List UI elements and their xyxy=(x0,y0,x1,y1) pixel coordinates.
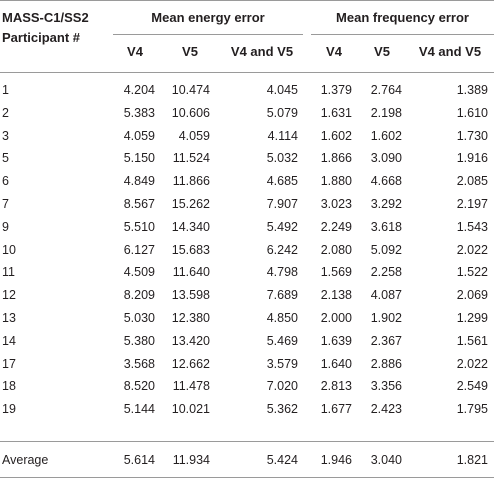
frequency-v5-cell: 1.902 xyxy=(370,311,402,325)
frequency-v4-cell: 1.602 xyxy=(320,129,352,143)
energy-v5-cell: 13.420 xyxy=(171,334,210,348)
col-header-frequency-v4v5: V4 and V5 xyxy=(418,44,482,59)
col-header-energy-v5: V5 xyxy=(182,44,198,59)
participant-cell: 14 xyxy=(2,334,16,348)
frequency-v4v5-cell: 1.561 xyxy=(456,334,488,348)
frequency-v5-cell: 4.668 xyxy=(370,174,402,188)
frequency-v5-cell: 3.356 xyxy=(370,379,402,393)
top-rule xyxy=(0,0,494,1)
energy-v4v5-cell: 3.579 xyxy=(266,357,298,371)
frequency-v4-cell: 2.249 xyxy=(320,220,352,234)
energy-v4v5-cell: 4.798 xyxy=(266,265,298,279)
participant-cell: 9 xyxy=(2,220,9,234)
frequency-v5-cell: 3.090 xyxy=(370,151,402,165)
energy-v4-cell: 8.520 xyxy=(123,379,155,393)
frequency-v4v5-cell: 1.522 xyxy=(456,265,488,279)
energy-v4v5-cell: 6.242 xyxy=(266,243,298,257)
energy-v4-cell: 4.849 xyxy=(123,174,155,188)
frequency-v4-cell: 1.880 xyxy=(320,174,352,188)
frequency-v4-cell: 1.379 xyxy=(320,83,352,97)
frequency-v4-cell: 1.569 xyxy=(320,265,352,279)
energy-v4-cell: 5.030 xyxy=(123,311,155,325)
energy-v4-cell: 3.568 xyxy=(123,357,155,371)
participant-cell: 7 xyxy=(2,197,9,211)
frequency-v5-cell: 2.764 xyxy=(370,83,402,97)
energy-v4-cell: 6.127 xyxy=(123,243,155,257)
frequency-v5-cell: 2.367 xyxy=(370,334,402,348)
col-header-frequency-v4: V4 xyxy=(326,44,342,59)
frequency-v4-cell: 1.946 xyxy=(320,453,352,467)
energy-v4-cell: 5.380 xyxy=(123,334,155,348)
col-header-energy-v4: V4 xyxy=(127,44,143,59)
frequency-v5-cell: 3.040 xyxy=(370,453,402,467)
frequency-v4v5-cell: 1.821 xyxy=(456,453,488,467)
participant-header-line1: MASS-C1/SS2 xyxy=(2,10,89,25)
frequency-v4v5-cell: 1.916 xyxy=(456,151,488,165)
frequency-v5-cell: 3.292 xyxy=(370,197,402,211)
participant-cell: 10 xyxy=(2,243,16,257)
energy-v5-cell: 12.662 xyxy=(171,357,210,371)
average-top-rule xyxy=(0,441,494,442)
energy-v4v5-cell: 4.045 xyxy=(266,83,298,97)
energy-v5-cell: 10.606 xyxy=(171,106,210,120)
energy-v4-cell: 8.209 xyxy=(123,288,155,302)
participant-cell: 13 xyxy=(2,311,16,325)
participant-cell: 18 xyxy=(2,379,16,393)
frequency-v4-cell: 3.023 xyxy=(320,197,352,211)
energy-v5-cell: 13.598 xyxy=(171,288,210,302)
frequency-v5-cell: 1.602 xyxy=(370,129,402,143)
participant-cell: 2 xyxy=(2,106,9,120)
energy-v4v5-cell: 5.032 xyxy=(266,151,298,165)
energy-group-rule xyxy=(113,34,303,35)
energy-v5-cell: 11.640 xyxy=(172,265,210,279)
frequency-v4-cell: 2.080 xyxy=(320,243,352,257)
energy-v4-cell: 4.509 xyxy=(123,265,155,279)
frequency-v4v5-cell: 1.299 xyxy=(456,311,488,325)
frequency-v5-cell: 4.087 xyxy=(370,288,402,302)
energy-v4-cell: 5.510 xyxy=(123,220,155,234)
participant-header-line2: Participant # xyxy=(2,30,81,45)
frequency-v5-cell: 2.258 xyxy=(370,265,402,279)
col-header-energy-v4v5: V4 and V5 xyxy=(230,44,294,59)
energy-v4v5-cell: 5.492 xyxy=(266,220,298,234)
energy-v4-cell: 4.204 xyxy=(123,83,155,97)
frequency-v4-cell: 2.000 xyxy=(320,311,352,325)
frequency-v4-cell: 1.639 xyxy=(320,334,352,348)
energy-v5-cell: 10.021 xyxy=(171,402,210,416)
energy-v5-cell: 15.262 xyxy=(171,197,210,211)
frequency-v5-cell: 5.092 xyxy=(370,243,402,257)
energy-v4v5-cell: 5.362 xyxy=(266,402,298,416)
participant-cell: 3 xyxy=(2,129,9,143)
header-bottom-rule xyxy=(0,72,494,73)
energy-v5-cell: 15.683 xyxy=(171,243,210,257)
participant-cell: 11 xyxy=(2,265,15,279)
frequency-v5-cell: 2.886 xyxy=(370,357,402,371)
energy-v4v5-cell: 7.020 xyxy=(266,379,298,393)
energy-v4v5-cell: 4.850 xyxy=(266,311,298,325)
col-header-frequency-v5: V5 xyxy=(374,44,390,59)
energy-v4-cell: 5.614 xyxy=(123,453,155,467)
frequency-v5-cell: 2.423 xyxy=(370,402,402,416)
energy-v4-cell: 5.144 xyxy=(123,402,155,416)
frequency-group-header: Mean frequency error xyxy=(336,10,469,25)
participant-cell: 12 xyxy=(2,288,16,302)
energy-v5-cell: 12.380 xyxy=(171,311,210,325)
energy-v5-cell: 11.524 xyxy=(172,151,210,165)
energy-v5-cell: 4.059 xyxy=(178,129,210,143)
participant-cell: 5 xyxy=(2,151,9,165)
participant-cell: 6 xyxy=(2,174,9,188)
energy-v4v5-cell: 4.685 xyxy=(266,174,298,188)
frequency-v4v5-cell: 2.085 xyxy=(456,174,488,188)
frequency-v4v5-cell: 2.022 xyxy=(456,243,488,257)
frequency-v5-cell: 3.618 xyxy=(370,220,402,234)
frequency-v4v5-cell: 1.389 xyxy=(456,83,488,97)
energy-v4v5-cell: 5.079 xyxy=(266,106,298,120)
frequency-v4v5-cell: 2.197 xyxy=(456,197,488,211)
energy-v4-cell: 5.150 xyxy=(123,151,155,165)
energy-v4v5-cell: 5.424 xyxy=(266,453,298,467)
frequency-v4-cell: 1.631 xyxy=(320,106,352,120)
frequency-v4-cell: 1.677 xyxy=(320,402,352,416)
energy-v5-cell: 10.474 xyxy=(171,83,210,97)
energy-v4-cell: 4.059 xyxy=(123,129,155,143)
energy-v4v5-cell: 4.114 xyxy=(267,129,298,143)
frequency-v4v5-cell: 1.795 xyxy=(456,402,488,416)
frequency-v4v5-cell: 1.543 xyxy=(456,220,488,234)
energy-v4-cell: 8.567 xyxy=(123,197,155,211)
frequency-v4v5-cell: 2.069 xyxy=(456,288,488,302)
frequency-v4v5-cell: 1.610 xyxy=(456,106,488,120)
participant-cell: Average xyxy=(2,453,49,467)
frequency-v4-cell: 1.866 xyxy=(320,151,352,165)
participant-cell: 17 xyxy=(2,357,16,371)
energy-v4v5-cell: 7.907 xyxy=(266,197,298,211)
frequency-group-rule xyxy=(311,34,494,35)
energy-v4v5-cell: 7.689 xyxy=(266,288,298,302)
participant-cell: 19 xyxy=(2,402,16,416)
frequency-v4-cell: 1.640 xyxy=(320,357,352,371)
frequency-v4v5-cell: 1.730 xyxy=(456,129,488,143)
frequency-v4-cell: 2.138 xyxy=(320,288,352,302)
frequency-v4v5-cell: 2.022 xyxy=(456,357,488,371)
frequency-v4-cell: 2.813 xyxy=(320,379,352,393)
energy-v5-cell: 11.866 xyxy=(172,174,210,188)
energy-v5-cell: 11.934 xyxy=(172,453,210,467)
energy-v5-cell: 11.478 xyxy=(172,379,210,393)
energy-v5-cell: 14.340 xyxy=(171,220,210,234)
frequency-v5-cell: 2.198 xyxy=(370,106,402,120)
energy-group-header: Mean energy error xyxy=(151,10,265,25)
energy-v4v5-cell: 5.469 xyxy=(266,334,298,348)
bottom-rule xyxy=(0,477,494,478)
energy-v4-cell: 5.383 xyxy=(123,106,155,120)
participant-cell: 1 xyxy=(2,83,9,97)
frequency-v4v5-cell: 2.549 xyxy=(456,379,488,393)
